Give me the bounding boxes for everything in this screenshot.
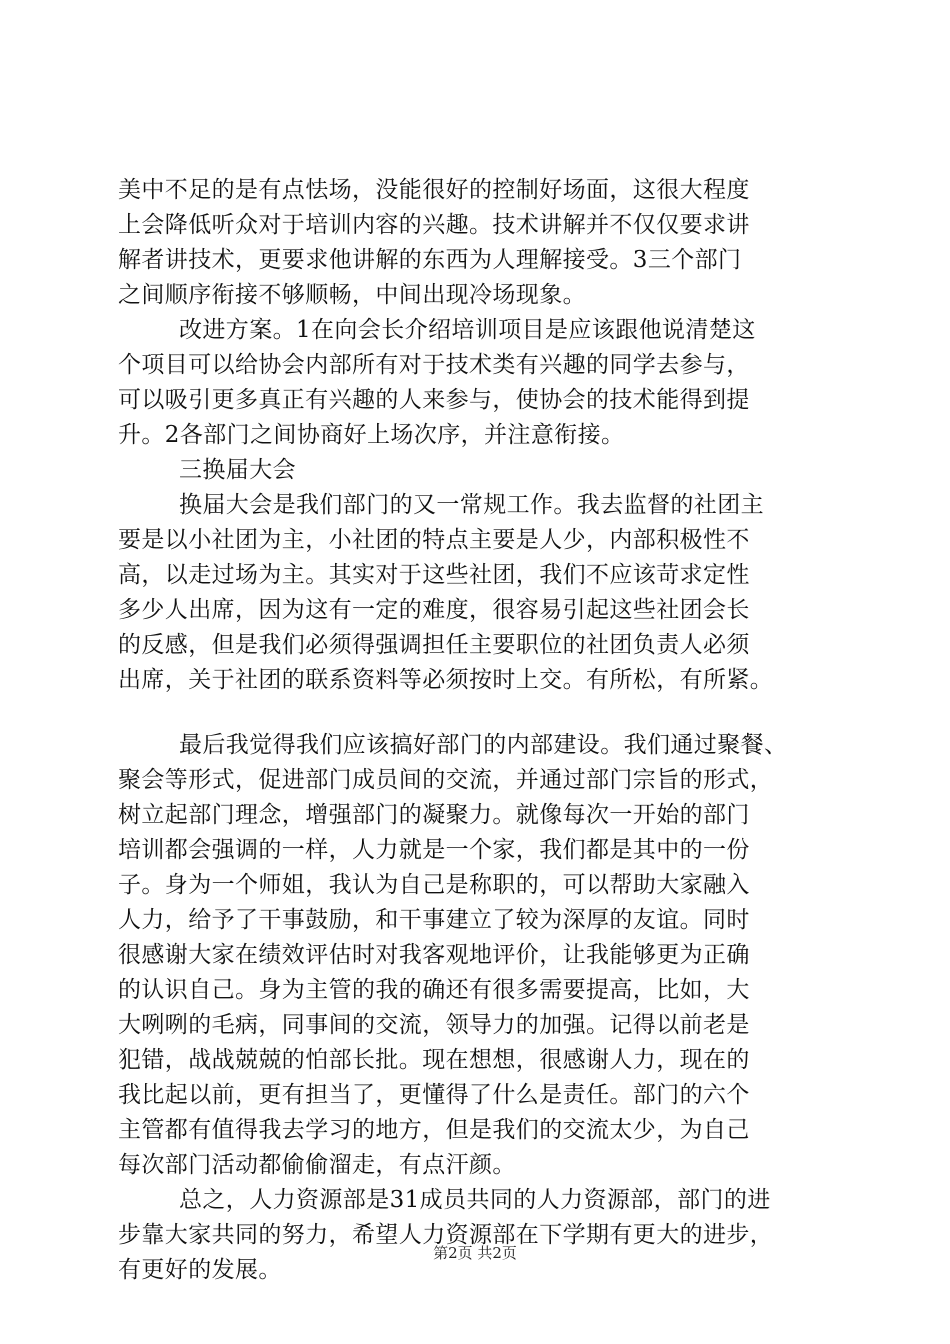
text-line: 聚会等形式，促进部门成员间的交流，并通过部门宗旨的形式， — [118, 767, 774, 793]
text-line: 个项目可以给协会内部所有对于技术类有兴趣的同学去参与， — [118, 352, 750, 378]
text-line: 改进方案。1在向会长介绍培训项目是应该跟他说清楚这 — [179, 317, 756, 343]
text-line: 升。2各部门之间协商好上场次序，并注意衔接。 — [118, 422, 625, 448]
text-line: 子。身为一个师姐，我认为自己是称职的，可以帮助大家融入 — [118, 872, 750, 898]
text-line: 有更好的发展。 — [118, 1257, 282, 1283]
text-line: 高，以走过场为主。其实对于这些社团，我们不应该苛求定性 — [118, 562, 750, 588]
text-line: 我比起以前，更有担当了，更懂得了什么是责任。部门的六个 — [118, 1082, 750, 1108]
text-line: 步靠大家共同的努力，希望人力资源部在下学期有更大的进步， — [118, 1222, 774, 1248]
text-line: 要是以小社团为主，小社团的特点主要是人少，内部积极性不 — [118, 527, 750, 553]
text-line: 上会降低听众对于培训内容的兴趣。技术讲解并不仅仅要求讲 — [118, 212, 750, 238]
text-line: 最后我觉得我们应该搞好部门的内部建设。我们通过聚餐、 — [179, 732, 788, 758]
text-line: 换届大会是我们部门的又一常规工作。我去监督的社团主 — [179, 492, 764, 518]
text-line: 总之，人力资源部是31成员共同的人力资源部，部门的进 — [179, 1187, 771, 1213]
paragraph-gap — [118, 698, 853, 728]
document-body — [118, 173, 853, 1288]
text-line: 的反感，但是我们必须得强调担任主要职位的社团负责人必须 — [118, 632, 750, 658]
text-line: 人力，给予了干事鼓励，和干事建立了较为深厚的友谊。同时 — [118, 907, 750, 933]
text-line: 主管都有值得我去学习的地方，但是我们的交流太少，为自己 — [118, 1117, 750, 1143]
page-footer: 第2页 共2页 — [433, 1244, 517, 1262]
text-line: 的认识自己。身为主管的我的确还有很多需要提高，比如，大 — [118, 977, 750, 1003]
text-line: 可以吸引更多真正有兴趣的人来参与，使协会的技术能得到提 — [118, 387, 750, 413]
text-line: 每次部门活动都偷偷溜走，有点汗颜。 — [118, 1152, 516, 1178]
text-line: 出席，关于社团的联系资料等必须按时上交。有所松，有所紧。 — [118, 667, 774, 693]
text-line: 很感谢大家在绩效评估时对我客观地评价，让我能够更为正确 — [118, 942, 750, 968]
text-line: 犯错，战战兢兢的怕部长批。现在想想，很感谢人力，现在的 — [118, 1047, 750, 1073]
text-line: 大咧咧的毛病，同事间的交流，领导力的加强。记得以前老是 — [118, 1012, 750, 1038]
text-line: 多少人出席，因为这有一定的难度，很容易引起这些社团会长 — [118, 597, 750, 623]
text-line: 培训都会强调的一样，人力就是一个家，我们都是其中的一份 — [118, 837, 750, 863]
section-heading: 三换届大会 — [179, 457, 296, 483]
text-line: 美中不足的是有点怯场，没能很好的控制好场面，这很大程度 — [118, 177, 750, 203]
text-line: 解者讲技术，更要求他讲解的东西为人理解接受。3三个部门 — [118, 247, 742, 273]
text-line: 树立起部门理念，增强部门的凝聚力。就像每次一开始的部门 — [118, 802, 750, 828]
text-line: 之间顺序衔接不够顺畅，中间出现冷场现象。 — [118, 282, 586, 308]
